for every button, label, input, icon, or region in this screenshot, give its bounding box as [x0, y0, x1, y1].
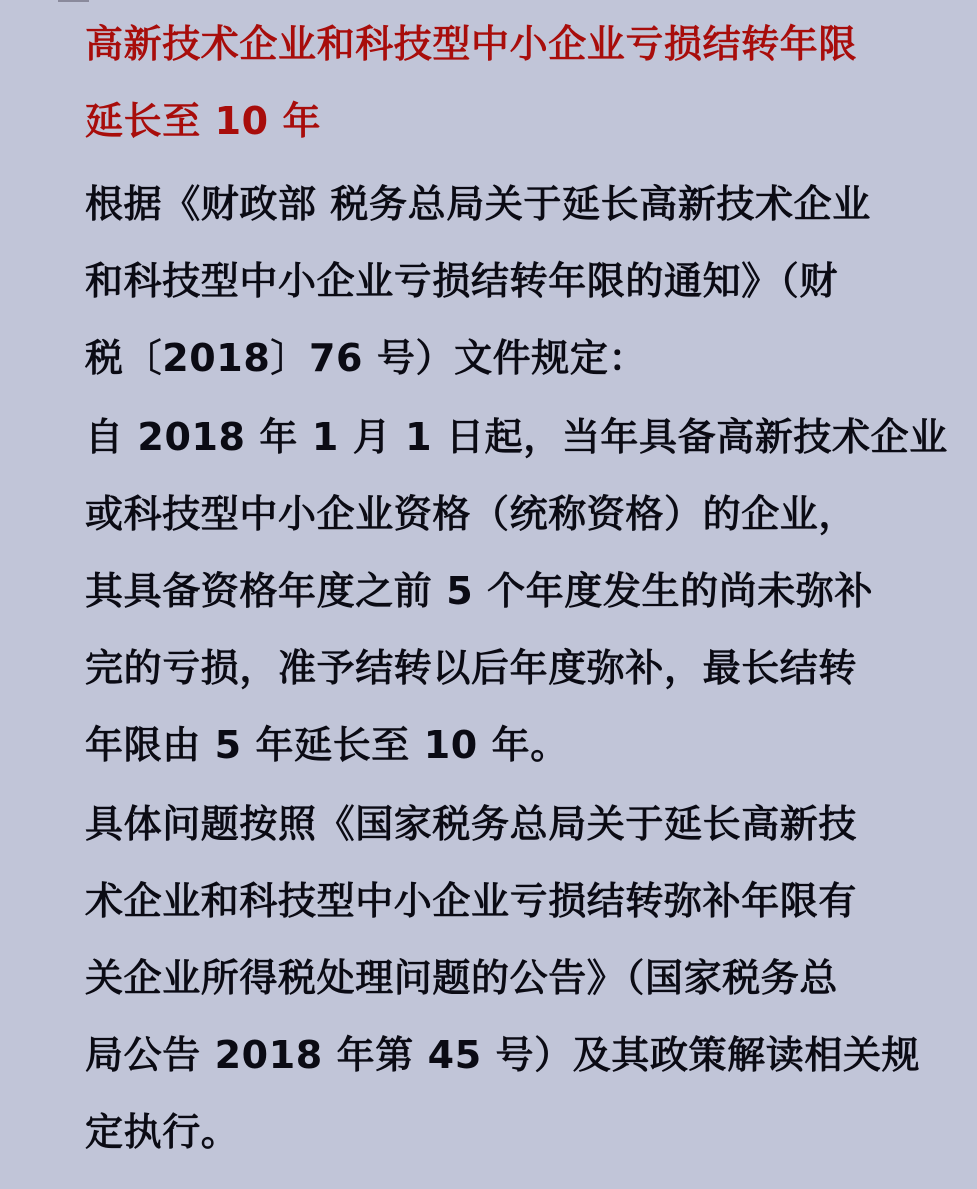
text-line: 具体问题按照《国家税务总局关于延长高新技 — [85, 802, 858, 846]
text-line: 完的亏损，准予结转以后年度弥补，最长结转 — [85, 646, 858, 690]
paragraph-basis — [85, 166, 905, 397]
text-line: 其具备资格年度之前 5 个年度发生的尚未弥补 — [85, 569, 874, 613]
text-line: 税〔2018〕76 号）文件规定： — [85, 336, 648, 380]
top-edge-artifact — [58, 0, 89, 2]
text-line: 定执行。 — [85, 1110, 240, 1154]
article-title — [85, 6, 905, 160]
text-line: 或科技型中小企业资格（统称资格）的企业， — [85, 492, 858, 536]
text-line: 年限由 5 年延长至 10 年。 — [85, 723, 569, 767]
text-line: 关企业所得税处理问题的公告》（国家税务总 — [85, 956, 839, 1000]
paragraph-details — [85, 786, 921, 1171]
title-line: 高新技术企业和科技型中小企业亏损结转年限 — [85, 22, 858, 66]
text-line: 根据《财政部 税务总局关于延长高新技术企业 — [85, 182, 871, 226]
text-line: 局公告 2018 年第 45 号）及其政策解读相关规 — [85, 1033, 921, 1077]
text-line: 和科技型中小企业亏损结转年限的通知》（财 — [85, 259, 839, 303]
text-line: 术企业和科技型中小企业亏损结转弥补年限有 — [85, 879, 858, 923]
title-line: 延长至 10 年 — [85, 99, 322, 143]
text-line: 自 2018 年 1 月 1 日起，当年具备高新技术企业 — [85, 415, 948, 459]
paragraph-policy — [85, 399, 948, 784]
